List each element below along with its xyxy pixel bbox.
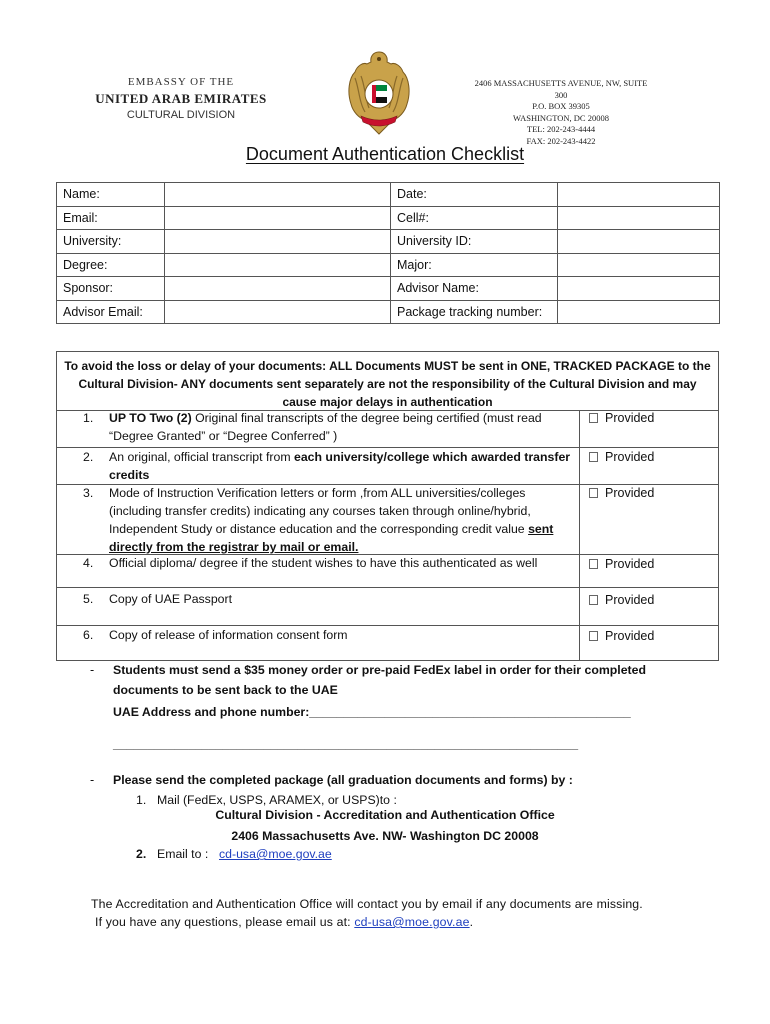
- item-text: [109, 484, 577, 556]
- provided-checkbox[interactable]: [589, 555, 654, 573]
- item-text: [109, 448, 577, 484]
- date-label: Date:: [391, 183, 558, 207]
- mail-option-text: Mail (FedEx, USPS, ARAMEX, or USPS)to :: [157, 793, 397, 807]
- address-line: TEL: 202-243-4444: [526, 124, 596, 135]
- money-order-note-cont: documents to be sent back to the UAE: [113, 683, 338, 697]
- checkbox-icon[interactable]: [589, 559, 598, 569]
- office-name: Cultural Division - Accreditation and Authentication Office: [215, 808, 555, 822]
- item-plain-text: Original final transcripts of the degree being certified (must read “Degree Granted” or “Degree Conferred” ): [109, 411, 542, 443]
- provided-label: Provided: [605, 629, 655, 643]
- email-label: Email:: [57, 206, 165, 230]
- table-row: [57, 253, 720, 277]
- item-text: Official diploma/ degree if the student wishes to have this authenticated as well: [109, 556, 538, 570]
- uae-falcon-emblem-icon: [343, 48, 415, 140]
- advisor-name-label: Advisor Name:: [391, 277, 558, 301]
- provided-label: Provided: [605, 450, 655, 464]
- address-line: WASHINGTON, DC 20008: [513, 112, 609, 123]
- provided-label: Provided: [605, 411, 655, 425]
- tracking-number-field[interactable]: [558, 300, 720, 324]
- advisor-name-field[interactable]: [558, 277, 720, 301]
- footer-questions: [95, 915, 473, 929]
- cell-label: Cell#:: [391, 206, 558, 230]
- item-text: [109, 409, 577, 445]
- student-info-table: [56, 182, 720, 324]
- email-option-text: Email to :: [157, 847, 209, 861]
- checkbox-icon[interactable]: [589, 595, 598, 605]
- item-plain-text: An original, official transcript from: [109, 450, 294, 464]
- item-number: 2.: [83, 450, 94, 464]
- provided-label: Provided: [605, 593, 655, 607]
- advisor-email-label: Advisor Email:: [57, 300, 165, 324]
- advisor-email-field[interactable]: [165, 300, 391, 324]
- item-bold-text: each university/college which awarded transfer credits: [109, 450, 571, 482]
- embassy-line-2: UNITED ARAB EMIRATES: [95, 91, 267, 106]
- divider: [57, 587, 718, 588]
- university-field[interactable]: [165, 230, 391, 254]
- sponsor-label: Sponsor:: [57, 277, 165, 301]
- table-row: [57, 183, 720, 207]
- tracking-number-label: Package tracking number:: [391, 300, 558, 324]
- embassy-address-block: [470, 78, 652, 148]
- cell-field[interactable]: [558, 206, 720, 230]
- checkbox-icon[interactable]: [589, 488, 598, 498]
- uae-address-blank-line[interactable]: ____________________________________________________________________: [113, 737, 579, 751]
- name-field[interactable]: [165, 183, 391, 207]
- page-title: Document Authentication Checklist: [245, 144, 525, 164]
- table-row: [57, 277, 720, 301]
- major-label: Major:: [391, 253, 558, 277]
- provided-checkbox[interactable]: [589, 448, 654, 466]
- bullet-dash: -: [90, 663, 95, 677]
- item-bold-text: UP TO Two (2): [109, 411, 192, 425]
- item-text: Copy of UAE Passport: [109, 592, 233, 606]
- table-row: [57, 230, 720, 254]
- address-line: 2406 MASSACHUSETTS AVENUE, NW, SUITE 300: [474, 78, 648, 100]
- footer-contact-note: The Accreditation and Authentication Office will contact you by email if any documents are missing.: [91, 897, 643, 911]
- checkbox-icon[interactable]: [589, 413, 598, 423]
- send-package-note: Please send the completed package (all graduation documents and forms) by :: [113, 773, 573, 787]
- sponsor-field[interactable]: [165, 277, 391, 301]
- email-option-number: 2.: [136, 847, 147, 861]
- table-row: [57, 206, 720, 230]
- address-line: FAX: 202-243-4422: [526, 135, 596, 146]
- item-number: 5.: [83, 592, 94, 606]
- provided-checkbox[interactable]: [589, 409, 654, 427]
- item-number: 1.: [83, 411, 94, 425]
- embassy-line-1: EMBASSY OF THE: [127, 76, 235, 88]
- provided-checkbox[interactable]: [589, 484, 654, 502]
- major-field[interactable]: [558, 253, 720, 277]
- embassy-name-block: [92, 76, 270, 121]
- provided-checkbox[interactable]: [589, 591, 654, 609]
- item-plain-text: Mode of Instruction Verification letters or form ,from ALL universities/colleges (including transfer credits) indicating any courses taken through online/hybrid, Independent Study or distance education and the corresponding credit value: [109, 486, 531, 536]
- table-row: [57, 300, 720, 324]
- university-id-field[interactable]: [558, 230, 720, 254]
- email-field[interactable]: [165, 206, 391, 230]
- embassy-line-3: CULTURAL DIVISION: [126, 109, 236, 121]
- bullet-dash: -: [90, 773, 95, 787]
- degree-label: Degree:: [57, 253, 165, 277]
- degree-field[interactable]: [165, 253, 391, 277]
- name-label: Name:: [57, 183, 165, 207]
- checkbox-icon[interactable]: [589, 452, 598, 462]
- footer-period: .: [469, 915, 474, 929]
- mail-option-number: 1.: [136, 793, 147, 807]
- provided-label: Provided: [605, 486, 655, 500]
- office-address: 2406 Massachusetts Ave. NW- Washington DC 20008: [231, 829, 539, 843]
- document-checklist: [56, 351, 719, 661]
- checkbox-icon[interactable]: [589, 631, 598, 641]
- email-link[interactable]: cd-usa@moe.gov.ae: [219, 847, 332, 861]
- date-field[interactable]: [558, 183, 720, 207]
- item-number: 3.: [83, 486, 94, 500]
- checklist-intro: To avoid the loss or delay of your documents: ALL Documents MUST be sent in ONE, TRACKED PACKAGE to the Cultural Division- ANY documents sent separately are not the responsibility of the Cultural Division and may cause major delays in authentication: [64, 359, 711, 409]
- footer-questions-text: If you have any questions, please email us at:: [95, 915, 351, 929]
- provided-label: Provided: [605, 557, 655, 571]
- university-id-label: University ID:: [391, 230, 558, 254]
- item-number: 4.: [83, 556, 94, 570]
- item-bold-text: sent directly from the registrar by mail or email.: [109, 522, 554, 554]
- provided-checkbox[interactable]: [589, 627, 654, 645]
- address-line: P.O. BOX 39305: [532, 101, 590, 112]
- money-order-note: Students must send a $35 money order or pre-paid FedEx label in order for their completed: [113, 663, 646, 677]
- university-label: University:: [57, 230, 165, 254]
- uae-address-field[interactable]: UAE Address and phone number:_______________________________________________: [113, 705, 631, 719]
- item-text: Copy of release of information consent form: [109, 628, 348, 642]
- item-number: 6.: [83, 628, 94, 642]
- footer-email-link[interactable]: cd-usa@moe.gov.ae: [354, 915, 470, 929]
